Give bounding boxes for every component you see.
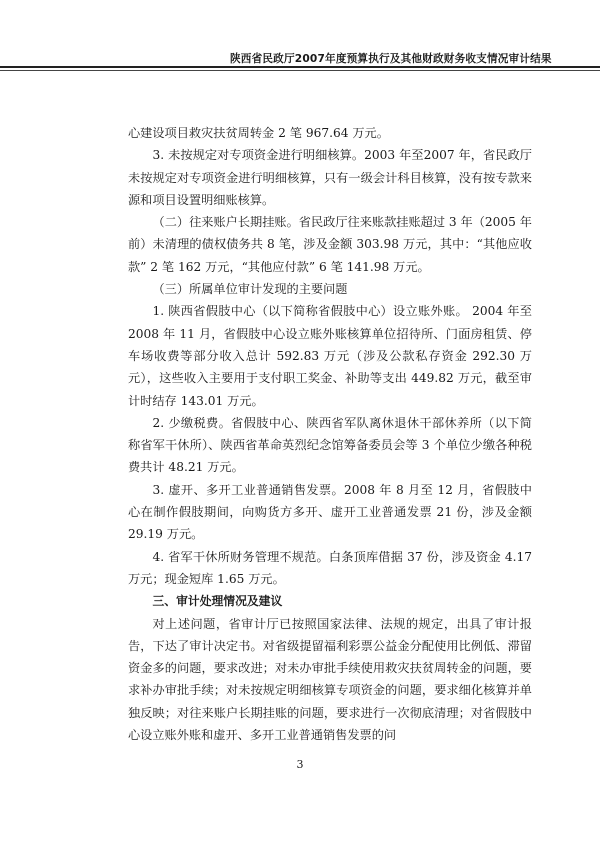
running-header-title: 陕西省民政厅2007年度预算执行及其他财政财务收支情况审计结果	[230, 53, 552, 65]
section-heading: 三、审计处理情况及建议	[152, 594, 283, 609]
paragraph: 2. 少缴税费。省假肢中心、陕西省军队离休退休干部休养所（以下简称省军干休所）、陕西省革命英烈纪念馆筹备委员会等 3 个单位少缴各种税费共计 48.21 万元。	[128, 415, 532, 475]
paragraph: 4. 省军干休所财务管理不规范。白条顶库借据 37 份，涉及资金 4.17 万元；现金短库 1.65 万元。	[128, 549, 532, 586]
paragraph: 3. 虚开、多开工业普通销售发票。2008 年 8 月至 12 月，省假肢中心在制作假肢期间，向购货方多开、虚开工业普通发票 21 份，涉及金额 29.19 万元。	[128, 482, 532, 542]
header-rule-thick	[0, 66, 600, 68]
paragraph: （二）往来账户长期挂账。省民政厅往来账款挂账超过 3 年（2005 年前）未清理的债权债务共 8 笔，涉及金额 303.98 万元，其中：“其他应收款” 2 笔 162 万元，“其他应付款” 6 笔 141.98 万元。	[128, 215, 532, 274]
paragraph: 3. 未按规定对专项资金进行明细核算。2003 年至2007 年，省民政厅未按规定对专项资金进行明细核算，只有一级会计科目核算，没有按专款来源和项目设置明细账核算。	[128, 148, 532, 207]
header-rule-thin	[0, 70, 600, 71]
paragraph: 1. 陕西省假肢中心（以下简称省假肢中心）设立账外账。 2004 年至 2008 年 11 月，省假肢中心设立账外账核算单位招待所、门面房租赁、停车场收费等部分收入总计 592.83 万元（涉及公款私存资金 292.30 万元），这些收入主要用于支付职工奖金、补助等支出 449.82 万元，截至审计时结存 143.01 万元。	[128, 304, 532, 408]
paragraph: 心建设项目救灾扶贫周转金 2 笔 967.64 万元。	[128, 126, 389, 140]
page-number: 3	[296, 758, 304, 771]
document-body	[128, 122, 532, 746]
section-subheading: （三）所属单位审计发现的主要问题	[152, 282, 348, 297]
paragraph: 对上述问题，省审计厅已按照国家法律、法规的规定，出具了审计报告，下达了审计决定书。对省级提留福利彩票公益金分配使用比例低、滞留资金多的问题，要求改进；对未办审批手续使用救灾扶贫周转金的问题，要求补办审批手续；对未按规定明细核算专项资金的问题，要求细化核算并单独反映；对往来账户长期挂账的问题，要求进行一次彻底清理；对省假肢中心设立账外账和虚开、多开工业普通销售发票的问	[128, 616, 532, 743]
